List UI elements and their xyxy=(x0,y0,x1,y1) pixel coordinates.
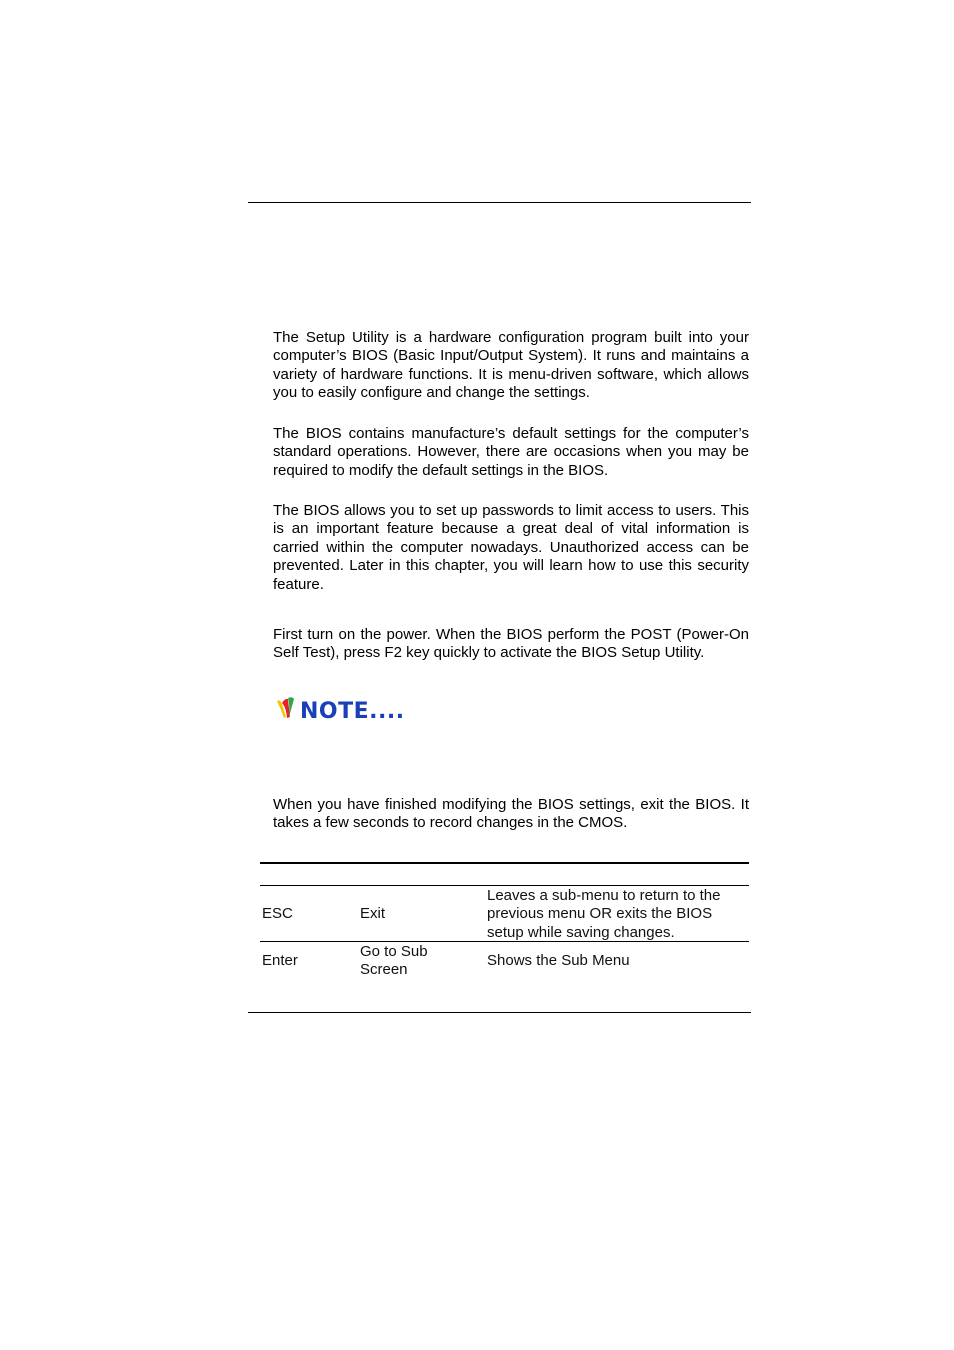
table-cell-description: Shows the Sub Menu xyxy=(487,952,630,969)
exiting-setup-paragraph: When you have finished modifying the BIOS settings, exit the BIOS. It takes a few seconds to record changes in the CMOS. xyxy=(273,796,749,832)
intro-paragraph-default-settings: The BIOS contains manufacture’s default settings for the computer’s standard operations. However, there are occasions when you may be required to modify the default settings in the BIOS. xyxy=(273,425,749,479)
intro-paragraph-passwords: The BIOS allows you to set up passwords to limit access to users. This is an important feature because a great deal of vital information is carried within the computer nowadays. Unauthorized access can be prevented. Later in this chapter, you will learn how to use this security feature. xyxy=(273,502,749,593)
table-cell-key: Enter xyxy=(262,952,298,969)
footer-rule xyxy=(248,1012,751,1013)
header-rule xyxy=(248,202,751,203)
note-logo-icon xyxy=(274,695,414,723)
intro-paragraph-setup-utility: The Setup Utility is a hardware configuration program built into your computer’s BIOS (Basic Input/Output System). It runs and maintains a variety of hardware functions. It is menu-driven software, which allows you to easily configure and change the settings. xyxy=(273,329,749,402)
table-cell-key: ESC xyxy=(262,905,293,922)
entering-setup-paragraph: First turn on the power. When the BIOS perform the POST (Power-On Self Test), press F2 key quickly to activate the BIOS Setup Utility. xyxy=(273,626,749,662)
table-cell-function: Exit xyxy=(360,905,386,922)
table-top-rule xyxy=(260,862,749,864)
table-cell-description: Leaves a sub-menu to return to the previous menu OR exits the BIOS setup while saving changes. xyxy=(487,887,721,941)
table-cell-function: Go to Sub Screen xyxy=(360,943,428,979)
table-header-rule xyxy=(260,885,749,886)
svg-text:NOTE....: NOTE.... xyxy=(300,699,405,723)
